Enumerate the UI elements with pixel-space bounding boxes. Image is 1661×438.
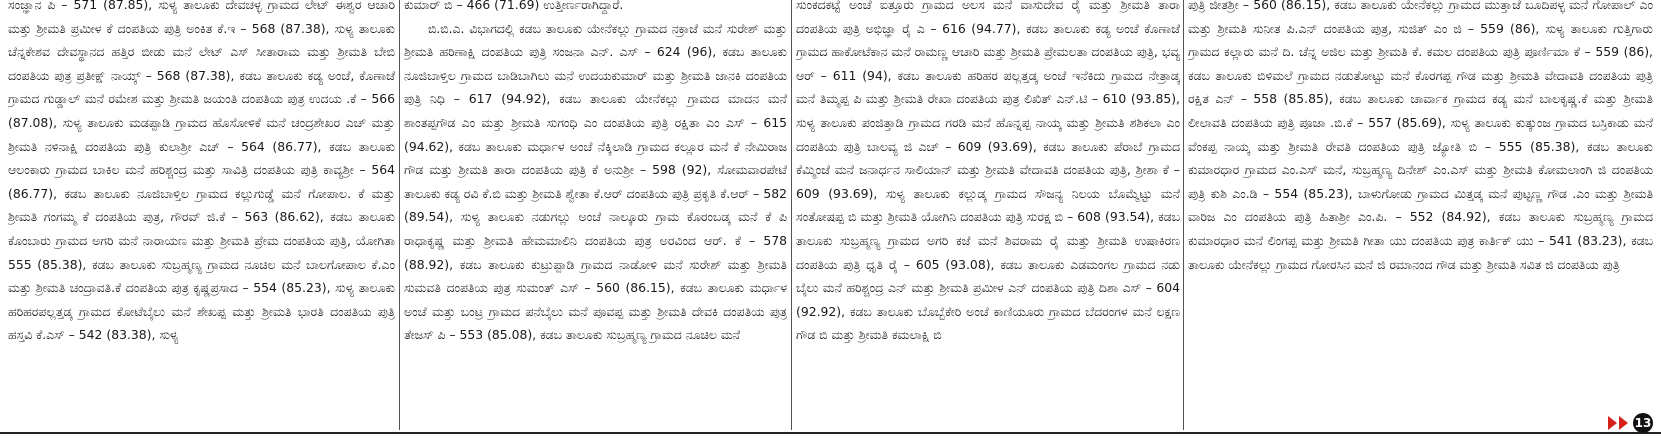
article-column-4 xyxy=(1188,0,1653,421)
column-2-paragraph-2: ಬಿ.ಬಿ.ಎ. ವಿಭಾಗದಲ್ಲಿ ಕಡಬ ತಾಲೂಕು ಯೇನೆಕಲ್ಲು ಗ್ರಾಮದ ನಕ್ರಾಜೆ ಮನೆ ಸುರೇಶ್ ಮತ್ತು ಶ್ರೀಮತಿ ಹರಿಣಾಕ್ಷಿ ದಂಪತಿಯ ಪುತ್ರಿ ಸಂಜನಾ ಎನ್. ಎಸ್ – 624 (96), ಕಡಬ ತಾಲೂಕು ನೂಜಿಬಾಳ್ತಿಲ ಗ್ರಾಮದ ಬಾಡಿಬಾಗಿಲು ಮನೆ ಉದಯಕುಮಾರ್ ಮತ್ತು ಶ್ರೀಮತಿ ಜಾನಕಿ ದಂಪತಿಯ ಪುತ್ರಿ ನಿಧಿ – 617 (94.92), ಕಡಬ ತಾಲೂಕು ಯೇನೆಕಲ್ಲು ಗ್ರಾಮದ ಮಾದನ ಮನೆ ಶಾಂತಪ್ಪಗೌಡ ಎಂ ಮತ್ತು ಶ್ರೀಮತಿ ಸುಗಂಧಿ ಎಂ ದಂಪತಿಯ ಪುತ್ರಿ ರಕ್ಷಿತಾ ಎಂ ಎಸ್ – 615 (94.62), ಕಡಬ ತಾಲೂಕು ಮರ್ಧಾಳ ಅಂಚೆ ನೆಕ್ಕಿಲಾಡಿ ಗ್ರಾಮದ ಕಲ್ಲೂರ ಮನೆ ಕೆ ನೇಮಿರಾಜ ಗೌಡ ಮತ್ತು ಶ್ರೀಮತಿ ತಾರಾ ದಂಪತಿಯ ಪುತ್ರಿ ಕೆ ಅನುಶ್ರೀ – 598 (92), ಸೋಮವಾರಪೇಟೆ ತಾಲೂಕು ಕಡ್ಯ ರವಿ ಕೆ.ಬಿ ಮತ್ತು ಶ್ರೀಮತಿ ಶ್ವೇತಾ ಕೆ.ಆರ್ ದಂಪತಿಯ ಪುತ್ರಿ ಪ್ರಕೃತಿ ಕೆ.ಆರ್ – 582 (89.54), ಸುಳ್ಯ ತಾಲೂಕು ನಡುಗಲ್ಲು ಅಂಚೆ ನಾಲ್ಕೂರು ಗ್ರಾಮ ಕೊರಂಬಡ್ಕ ಮನೆ ಕೆ ಪಿ ರಾಧಾಕೃಷ್ಣ ಮತ್ತು ಶ್ರೀಮತಿ ಹೇಮಮಾಲಿನಿ ದಂಪತಿಯ ಪುತ್ರ ಅರವಿಂದ ಆರ್. ಕೆ – 578 (88.92), ಕಡಬ ತಾಲೂಕು ಕುಟ್ರುಪ್ಪಾಡಿ ಗ್ರಾಮದ ನಾಡೋಳಿ ಮನೆ ಸುರೇಶ್ ಮತ್ತು ಶ್ರೀಮತಿ ಸುಮವತಿ ದಂಪತಿಯ ಪುತ್ರ ಸುಮಂತ್ ಎಸ್ – 560 (86.15), ಕಡಬ ತಾಲೂಕು ಮರ್ಧಾಳ ಅಂಚೆ ಮತ್ತು ಬಂಟ್ರ ಗ್ರಾಮದ ಪನೆಬೈಲು ಮನೆ ಪೂವಪ್ಪ ಮತ್ತು ಶ್ರೀಮತಿ ದೇವಕಿ ದಂಪತಿಯ ಪುತ್ರ ತೇಜಸ್ ಪಿ – 553 (85.08), ಕಡಬ ತಾಲೂಕು ಸುಬ್ರಹ್ಮಣ್ಯ ಗ್ರಾಮದ ನೂಚಿಲ ಮನೆ xyxy=(404,20,787,343)
column-divider xyxy=(1183,0,1184,430)
column-1-paragraph-1: ಸಂಜ್ಞಾನ ಪಿ – 571 (87.85), ಸುಳ್ಯ ತಾಲೂಕು ದೇವಚಳ್ಳ ಗ್ರಾಮದ ಲೇಟ್ ಈಶ್ವರ ಆಚಾರಿ ಮತ್ತು ಶ್ರೀಮತಿ ಪ್ರಮೀಳ ಕೆ ದಂಪತಿಯ ಪುತ್ರಿ ಅಂಕಿತ ಕೆ.ಇ – 568 (87.38), ಸುಳ್ಯ ತಾಲೂಕು ಚೆನ್ನಕೇಶವ ದೇವಸ್ಥಾನದ ಹತ್ತಿರ ಬೀಡು ಮನೆ ಲೇಟ್ ಎಸ್ ಸೀತಾರಾಮ ಮತ್ತು ಶ್ರೀಮತಿ ಬೇಬಿ ದಂಪತಿಯ ಪುತ್ರ ಪ್ರತೀಕ್ಷ್ ನಾಯ್ಕ್ – 568 (87.38), ಕಡಬ ತಾಲೂಕು ಕಡ್ಯ ಅಂಚೆ, ಕೊಣಾಜೆ ಗ್ರಾಮದ ಗುಡ್ಡಾಲ್ ಮನೆ ರಮೇಶ ಮತ್ತು ಶ್ರೀಮತಿ ಜಯಂತಿ ದಂಪತಿಯ ಪುತ್ರ ಉದಯ .ಕೆ – 566 (87.08), ಸುಳ್ಯ ತಾಲೂಕು ಮಡಪ್ಪಾಡಿ ಗ್ರಾಮದ ಹೊಸೋಳಿಕೆ ಮನೆ ಚಂದ್ರಶೇಖರ ಎಚ್ ಮತ್ತು ಶ್ರೀಮತಿ ನಳಿನಾಕ್ಷಿ ದಂಪತಿಯ ಪುತ್ರಿ ಕುಲಾಶ್ರೀ ಎಚ್ – 564 (86.77), ಕಡಬ ತಾಲೂಕು ಆಲಂಕಾರು ಗ್ರಾಮದ ಬಾಕಿಲ ಮನೆ ಹರಿಶ್ಚಂದ್ರ ಮತ್ತು ಸಾವಿತ್ರಿ ದಂಪತಿಯ ಪುತ್ರಿ ಕಾವ್ಯಶ್ರೀ – 564 (86.77), ಕಡಬ ತಾಲೂಕು ನೂಜಿಬಾಳ್ತಿಲ ಗ್ರಾಮದ ಕಲ್ಲುಗುಡ್ಡೆ ಮನೆ ಗೋಪಾಲ. ಕೆ ಮತ್ತು ಶ್ರೀಮತಿ ಗಂಗಮ್ಮ ಕೆ ದಂಪತಿಯ ಪುತ್ರ, ಗೌರವ್ ಜಿ.ಕೆ – 563 (86.62), ಕಡಬ ತಾಲೂಕು ಕೊಂಬಾರು ಗ್ರಾಮದ ಅಗರಿ ಮನೆ ನಾರಾಯಣ ಮತ್ತು ಶ್ರೀಮತಿ ಪ್ರೇಮ ದಂಪತಿಯ ಪುತ್ರಿ, ಯೋಗಿತಾ 555 (85.38), ಕಡಬ ತಾಲೂಕು ಸುಬ್ರಹ್ಮಣ್ಯ ಗ್ರಾಮದ ನೂಚಿಲ ಮನೆ ಬಾಲಗೋಪಾಲ ಕೆ.ಎಂ ಮತ್ತು ಶ್ರೀಮತಿ ಚಂದ್ರಾವತಿ.ಕೆ ದಂಪತಿಯ ಪುತ್ರ ಕೃಷ್ಣಪ್ರಸಾದ – 554 (85.23), ಸುಳ್ಯ ತಾಲೂಕು ಹರಿಹರಪಲ್ಲತ್ತಡ್ಕ ಗ್ರಾಮದ ಕೋಟೆಬೈಲು ಮನೆ ಶೇಖಪ್ಪ ಮತ್ತು ಶ್ರೀಮತಿ ಭಾರತಿ ದಂಪತಿಯ ಪುತ್ರಿ ಹಸ್ತವಿ ಕೆ.ಎಸ್ – 542 (83.38), ಸುಳ್ಯ xyxy=(8,0,395,343)
bottom-rule xyxy=(0,432,1661,434)
column-divider xyxy=(399,0,400,430)
column-2-paragraph-1: ಕುಮಾರ್ ಬಿ – 466 (71.69) ಉತ್ತೀರ್ಣರಾಗಿದ್ದಾರೆ. xyxy=(404,0,624,12)
page-footer xyxy=(1608,413,1653,433)
page-number-badge: 13 xyxy=(1633,413,1653,433)
article-column-1 xyxy=(8,0,395,421)
article-column-3 xyxy=(796,0,1180,421)
continue-arrow-icon xyxy=(1608,416,1617,430)
continue-arrow-icon xyxy=(1619,416,1628,430)
column-3-paragraph-1: ಸುಂಕದಕಟ್ಟೆ ಅಂಚೆ ಐತ್ತೂರು ಗ್ರಾಮದ ಅಲಸ ಮನೆ ವಾಸುದೇವ ರೈ ಮತ್ತು ಶ್ರೀಮತಿ ತಾರಾ ದಂಪತಿಯ ಪುತ್ರಿ ಅಭಿಜ್ಞಾ ರೈ ಎ – 616 (94.77), ಕಡಬ ತಾಲೂಕು ಕಡ್ಯ ಅಂಚೆ ಕೊಣಾಜೆ ಗ್ರಾಮದ ಹಾಕೋಟೆಕಾನ ಮನೆ ರಾಮಣ್ಣ ಆಚಾರಿ ಮತ್ತು ಶ್ರೀಮತಿ ಪ್ರೇಮಲತಾ ದಂಪತಿಯ ಪುತ್ರಿ, ಭವ್ಯ ಆರ್ – 611 (94), ಕಡಬ ತಾಲೂಕು ಹರಿಹರ ಪಲ್ಲತ್ತಡ್ಕ ಅಂಚೆ ಇನೆಕಿದು ಗ್ರಾಮದ ನೇತ್ರಾಡ್ಕ ಮನೆ ತಿಮ್ಮಪ್ಪ ಪಿ ಮತ್ತು ಶ್ರೀಮತಿ ರೇಖಾ ದಂಪತಿಯ ಪುತ್ರ ಲಿಖಿತ್ ಎನ್.ಟಿ – 610 (93.85), ಸುಳ್ಯ ತಾಲೂಕು ಪಂಜಿತ್ತಾಡಿ ಗ್ರಾಮದ ಗರಡಿ ಮನೆ ಹೊನ್ನಪ್ಪ ನಾಯ್ಕ ಮತ್ತು ಶ್ರೀಮತಿ ಶಶಿಕಲಾ ಎಂ ದಂಪತಿಯ ಪುತ್ರಿ ಬಾಲವ್ಯ ಜಿ ಎಚ್ – 609 (93.69), ಕಡಬ ತಾಲೂಕು ಪೆರಾಬೆ ಗ್ರಾಮದ ಕೆಮ್ಮಿಂಜೆ ಮನೆ ಜನಾರ್ಧನ ಸಾಲಿಯಾನ್ ಮತ್ತು ಶ್ರೀಮತಿ ವೇದಾವತಿ ದಂಪತಿಯ ಪುತ್ರಿ, ಶ್ರೀಶಾ ಕೆ – 609 (93.69), ಸುಳ್ಯ ತಾಲೂಕು ಕಲ್ಲುಡ್ಕ ಗ್ರಾಮದ ಸೌಜನ್ಯ ನಿಲಯ ಬೊಮ್ಮೆಟ್ಟು ಮನೆ ಸಂತೋಷಪ್ಪ ಬಿ ಮತ್ತು ಶ್ರೀಮತಿ ಯೋಗಿನಿ ದಂಪತಿಯ ಪುತ್ರಿ ಸುರಕ್ಷ ಬಿ – 608 (93.54), ಕಡಬ ತಾಲೂಕು ಸುಬ್ರಹ್ಮಣ್ಯ ಗ್ರಾಮದ ಅಗರಿ ಕಜೆ ಮನೆ ಶಿವರಾಮ ರೈ ಮತ್ತು ಶ್ರೀಮತಿ ಉಷಾಕಿರಣ ದಂಪತಿಯ ಪುತ್ರಿ ಧೃತಿ ರೈ – 605 (93.08), ಕಡಬ ತಾಲೂಕು ಎಡಮಂಗಲ ಗ್ರಾಮದ ನಡು ಬೈಲು ಮನೆ ಹರಿಶ್ಚಂದ್ರ ಎನ್ ಮತ್ತು ಶ್ರೀಮತಿ ಪ್ರಮೀಳ ಎನ್ ದಂಪತಿಯ ಪುತ್ರಿ ದಿಶಾ ಎಸ್ – 604 (92.92), ಕಡಬ ತಾಲೂಕು ಬೊಬ್ಬೆಕೇರಿ ಅಂಚೆ ಕಾಣಿಯೂರು ಗ್ರಾಮದ ಬೆದರಂಗಳ ಮನೆ ಲಕ್ಷಣ ಗೌಡ ಬಿ ಮತ್ತು ಶ್ರೀಮತಿ ಕಮಲಾಕ್ಷಿ ಬಿ xyxy=(796,0,1180,343)
article-column-2 xyxy=(404,0,787,421)
column-4-paragraph-1: ಪುತ್ರಿ ಜೀತಶ್ರೀ – 560 (86.15), ಕಡಬ ತಾಲೂಕು ಯೇನೆಕಲ್ಲು ಗ್ರಾಮದ ಮುತ್ತಾಜೆ ಬೂದಿಪಳ್ಳ ಮನೆ ಗೋಪಾಲ್ ಎಂ ಮತ್ತು ಶ್ರೀಮತಿ ಸುನೀತ ಪಿ.ಎನ್ ದಂಪತಿಯ ಪುತ್ರ, ಸುಜಿತ್ ಎಂ ಜಿ – 559 (86), ಸುಳ್ಯ ತಾಲೂಕು ಗುತ್ತಿಗಾರು ಗ್ರಾಮದ ಕಲ್ಲಾರು ಮನೆ ದಿ. ಚೆನ್ನ ಅಜಿಲ ಮತ್ತು ಶ್ರೀಮತಿ ಕೆ. ಕಮಲ ದಂಪತಿಯ ಪುತ್ರಿ ಪೂರ್ಣಿಮಾ ಕೆ – 559 (86), ಕಡಬ ತಾಲೂಕು ಬಿಳಿಮಲೆ ಗ್ರಾಮದ ನಡುತೋಟ್ಟು ಮನೆ ಕೊರಗಪ್ಪ ಗೌಡ ಮತ್ತು ಶ್ರೀಮತಿ ವೇದಾವತಿ ದಂಪತಿಯ ಪುತ್ರಿ ರಕ್ಷಿತ ಎನ್ – 558 (85.85), ಕಡಬ ತಾಲೂಕು ಚಾರ್ವಾಕ ಗ್ರಾಮದ ಕಡ್ಯ ಮನೆ ಬಾಲಕೃಷ್ಣ.ಕೆ ಮತ್ತು ಶ್ರೀಮತಿ ಲೀಲಾವತಿ ದಂಪತಿಯ ಪುತ್ರಿ ಪೂಜಾ .ಬಿ.ಕೆ – 557 (85.69), ಸುಳ್ಯ ತಾಲೂಕು ಕುತ್ಕುಂಜ ಗ್ರಾಮದ ಬಸ್ರಿಕಾಡು ಮನೆ ವೆಂಕಪ್ಪ ನಾಯ್ಕ ಮತ್ತು ಶ್ರೀಮತಿ ರೇವತಿ ದಂಪತಿಯ ಪುತ್ರಿ ಜ್ಯೋತಿ ಬಿ – 555 (85.38), ಕಡಬ ತಾಲೂಕು ಕುಮಾರಧಾರ ಗ್ರಾಮದ ಎಂ.ಎಸ್ ಮನೆ, ಸುಬ್ರಹ್ಮಣ್ಯ ದಿನೇಶ್ ಎಂ.ಎಸ್ ಮತ್ತು ಶ್ರೀಮತಿ ಕೋಮಲಾಂಗಿ ಜಿ ದಂಪತಿಯ ಪುತ್ರಿ ಕುಶಿ ಎಂ.ಡಿ – 554 (85.23), ಬಾಳುಗೋಡು ಗ್ರಾಮದ ಮಿತ್ತಡ್ಕ ಮನೆ ಪುಟ್ಟಣ್ಣ ಗೌಡ .ಎಂ ಮತ್ತು ಶ್ರೀಮತಿ ವಾರಿಜ ಎಂ ದಂಪತಿಯ ಪುತ್ರಿ ಹಿತಾಶ್ರೀ ಎಂ.ಪಿ. – 552 (84.92), ಕಡಬ ತಾಲೂಕು ಸುಬ್ರಹ್ಮಣ್ಯ ಗ್ರಾಮದ ಕುಮಾರಧಾರ ಮನೆ ಲಿಂಗಪ್ಪ ಮತ್ತು ಶ್ರೀಮತಿ ಗೀತಾ ಯು ದಂಪತಿಯ ಪುತ್ರ ಕಾರ್ತಿಕ್ ಯು – 541 (83.23), ಕಡಬ ತಾಲೂಕು ಯೇನೆಕಲ್ಲು ಗ್ರಾಮದ ಗೋರಸಿನ ಮನೆ ಜಿ ರಮಾನಂದ ಗೌಡ ಮತ್ತು ಶ್ರೀಮತಿ ಸವಿತ ಜಿ ದಂಪತಿಯ ಪುತ್ರಿ xyxy=(1188,0,1653,272)
column-divider xyxy=(791,0,792,430)
